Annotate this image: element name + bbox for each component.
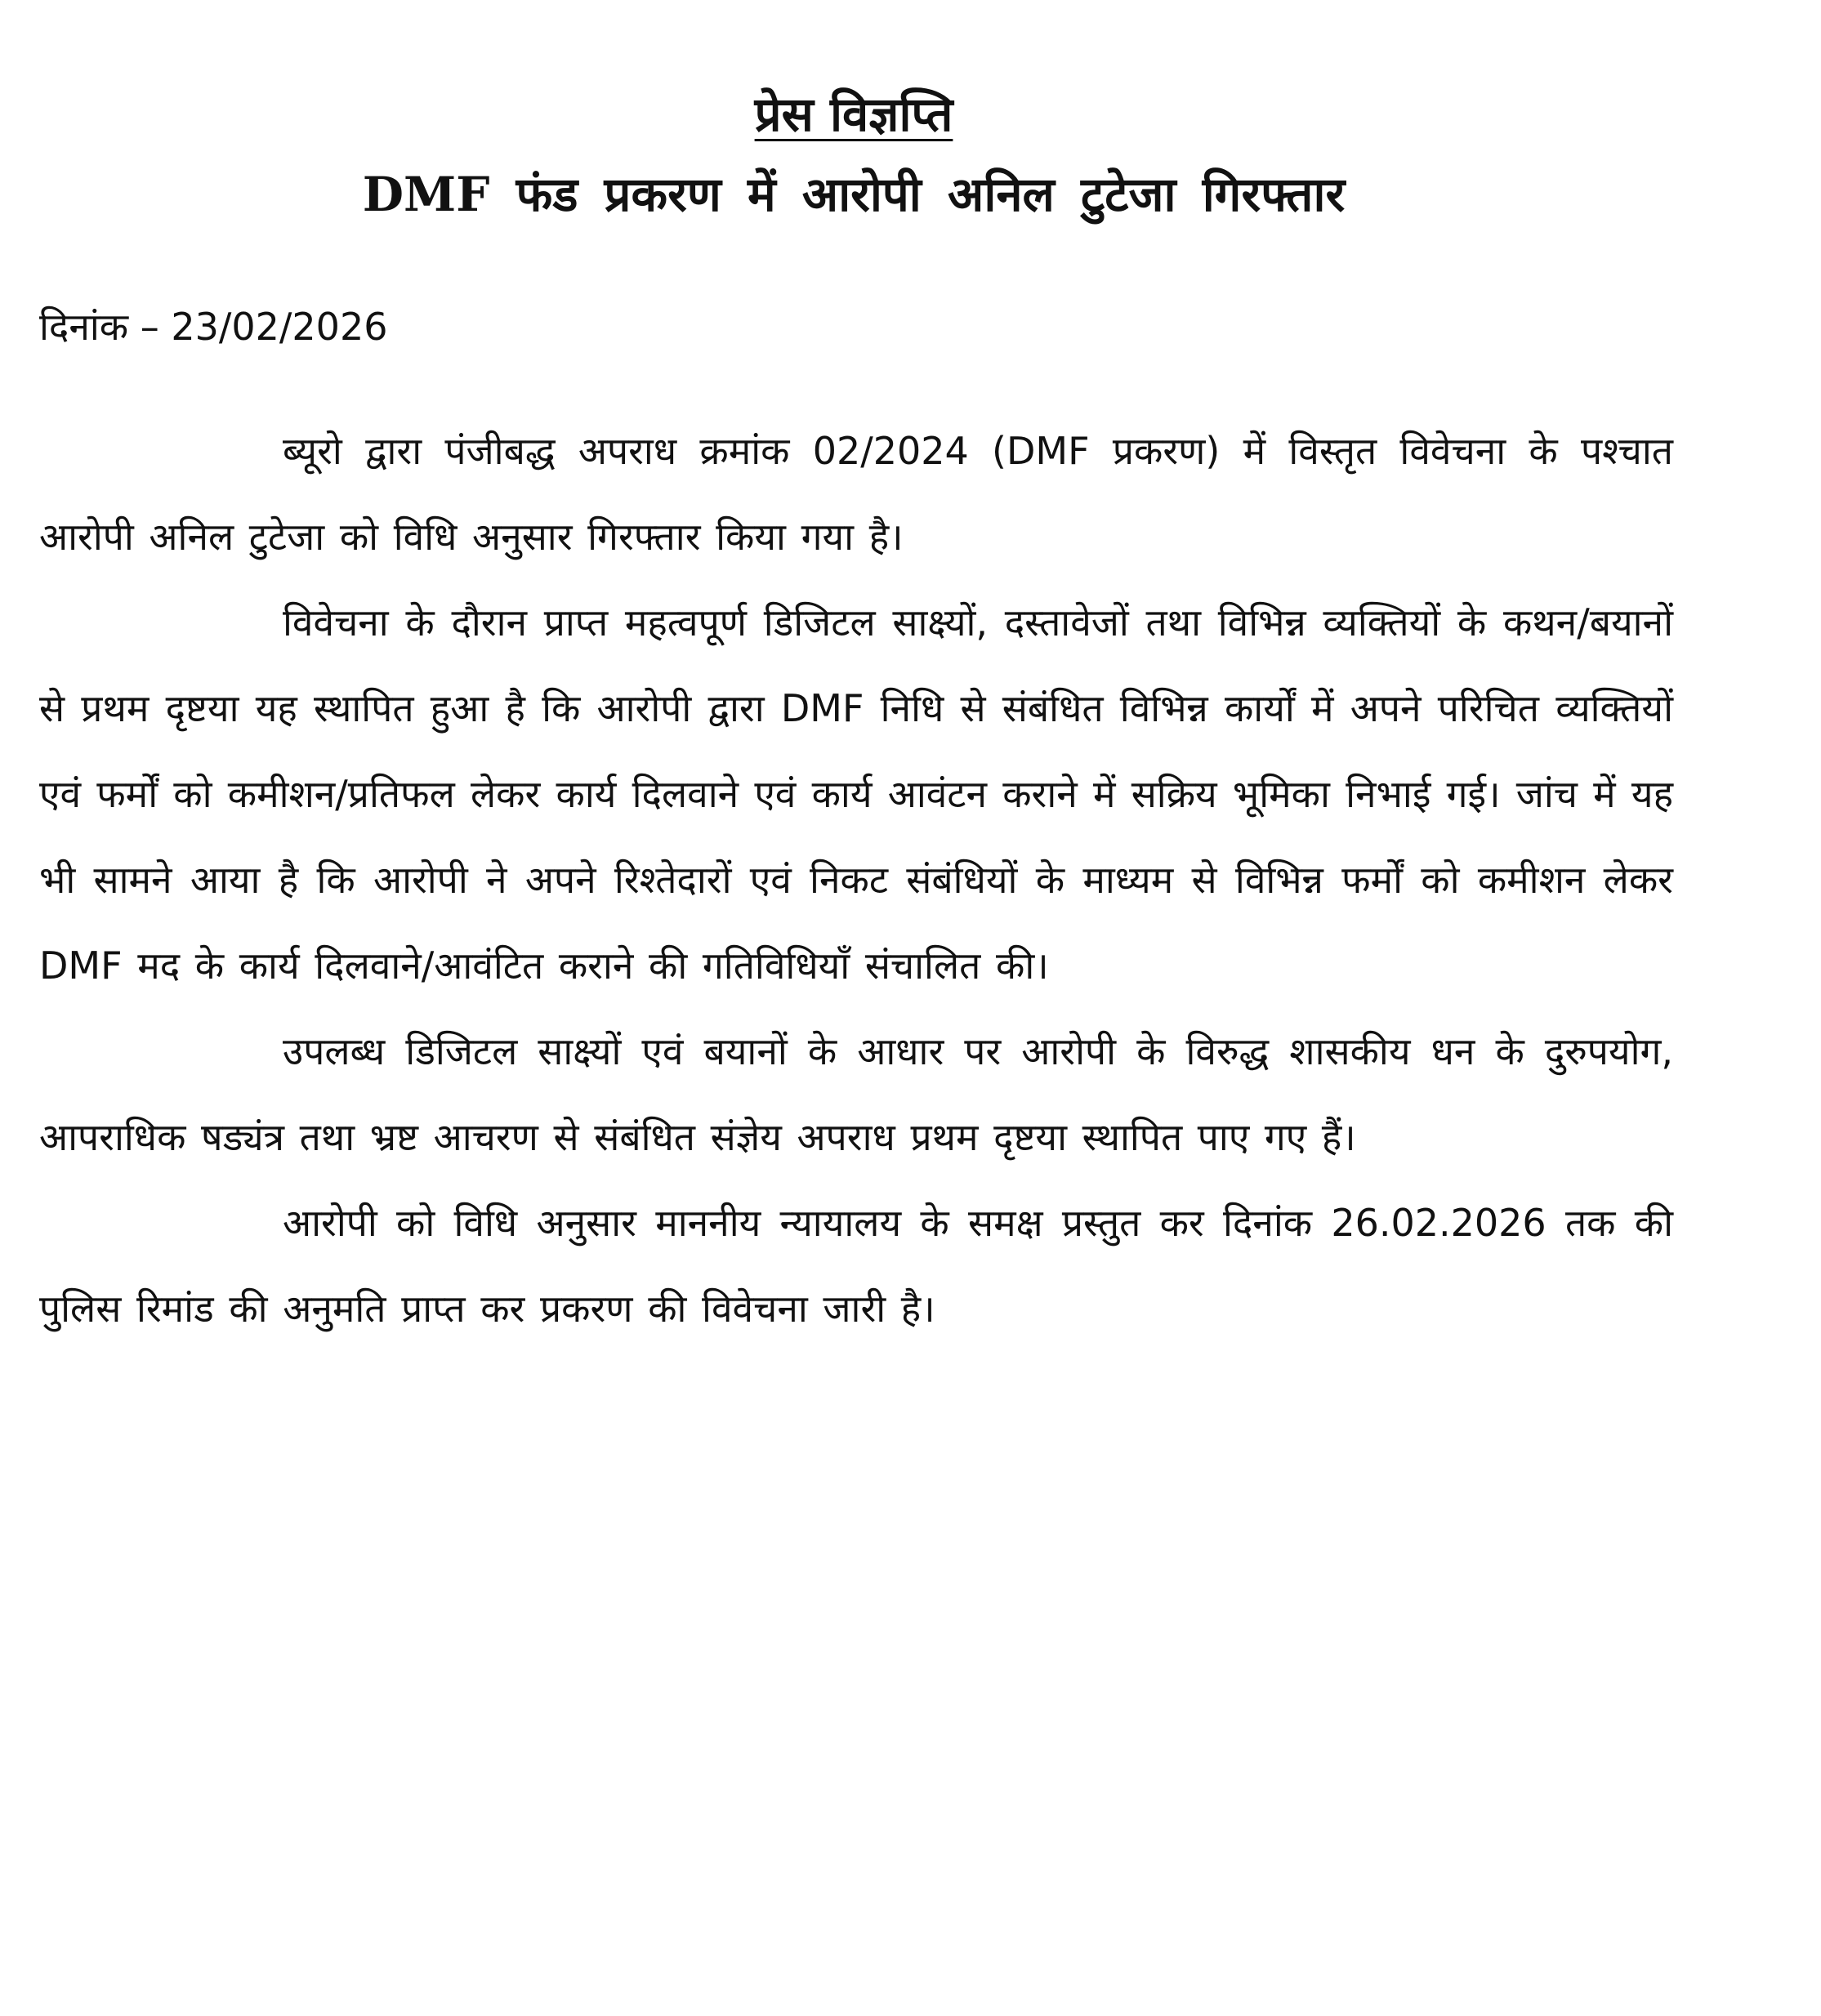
document-header	[0, 82, 1707, 227]
release-body	[39, 408, 1673, 1352]
release-date: दिनांक – 23/02/2026	[39, 305, 388, 349]
paragraph-investigation-findings: विवेचना के दौरान प्राप्त महत्वपूर्ण डिजिटल साक्ष्यों, दस्तावेजों तथा विभिन्न व्यक्तियों के कथन/बयानों से प्रथम दृष्टया यह स्थापित हुआ है कि आरोपी द्वारा DMF निधि से संबंधित विभिन्न कार्यों में अपने परिचित व्यक्तियों एवं फर्मों को कमीशन/प्रतिफल लेकर कार्य दिलवाने एवं कार्य आवंटन कराने में सक्रिय भूमिका निभाई गई। जांच में यह भी सामने आया है कि आरोपी ने अपने रिश्तेदारों एवं निकट संबंधियों के माध्यम से विभिन्न फर्मों को कमीशन लेकर DMF मद के कार्य दिलवाने/आवंटित कराने की गतिविधियाँ संचालित की।	[39, 600, 1674, 988]
press-release-headline: DMF फंड प्रकरण में आरोपी अनिल टुटेजा गिरफ्तार	[362, 167, 1346, 222]
document-type-title: प्रेस विज्ञप्ति	[754, 87, 953, 142]
paragraph-offences: उपलब्ध डिजिटल साक्ष्यों एवं बयानों के आधार पर आरोपी के विरुद्ध शासकीय धन के दुरुपयोग, आपराधिक षड्यंत्र तथा भ्रष्ट आचरण से संबंधित संज्ञेय अपराध प्रथम दृष्टया स्थापित पाए गए हैं।	[39, 1029, 1673, 1159]
paragraph-arrest: ब्यूरो द्वारा पंजीबद्ध अपराध क्रमांक 02/2024 (DMF प्रकरण) में विस्तृत विवेचना के पश्चात आरोपी अनिल टुटेजा को विधि अनुसार गिरफ्तार किया गया है।	[39, 429, 1673, 559]
paragraph-remand: आरोपी को विधि अनुसार माननीय न्यायालय के समक्ष प्रस्तुत कर दिनांक 26.02.2026 तक की पुलिस रिमांड की अनुमति प्राप्त कर प्रकरण की विवेचना जारी है।	[39, 1201, 1673, 1331]
